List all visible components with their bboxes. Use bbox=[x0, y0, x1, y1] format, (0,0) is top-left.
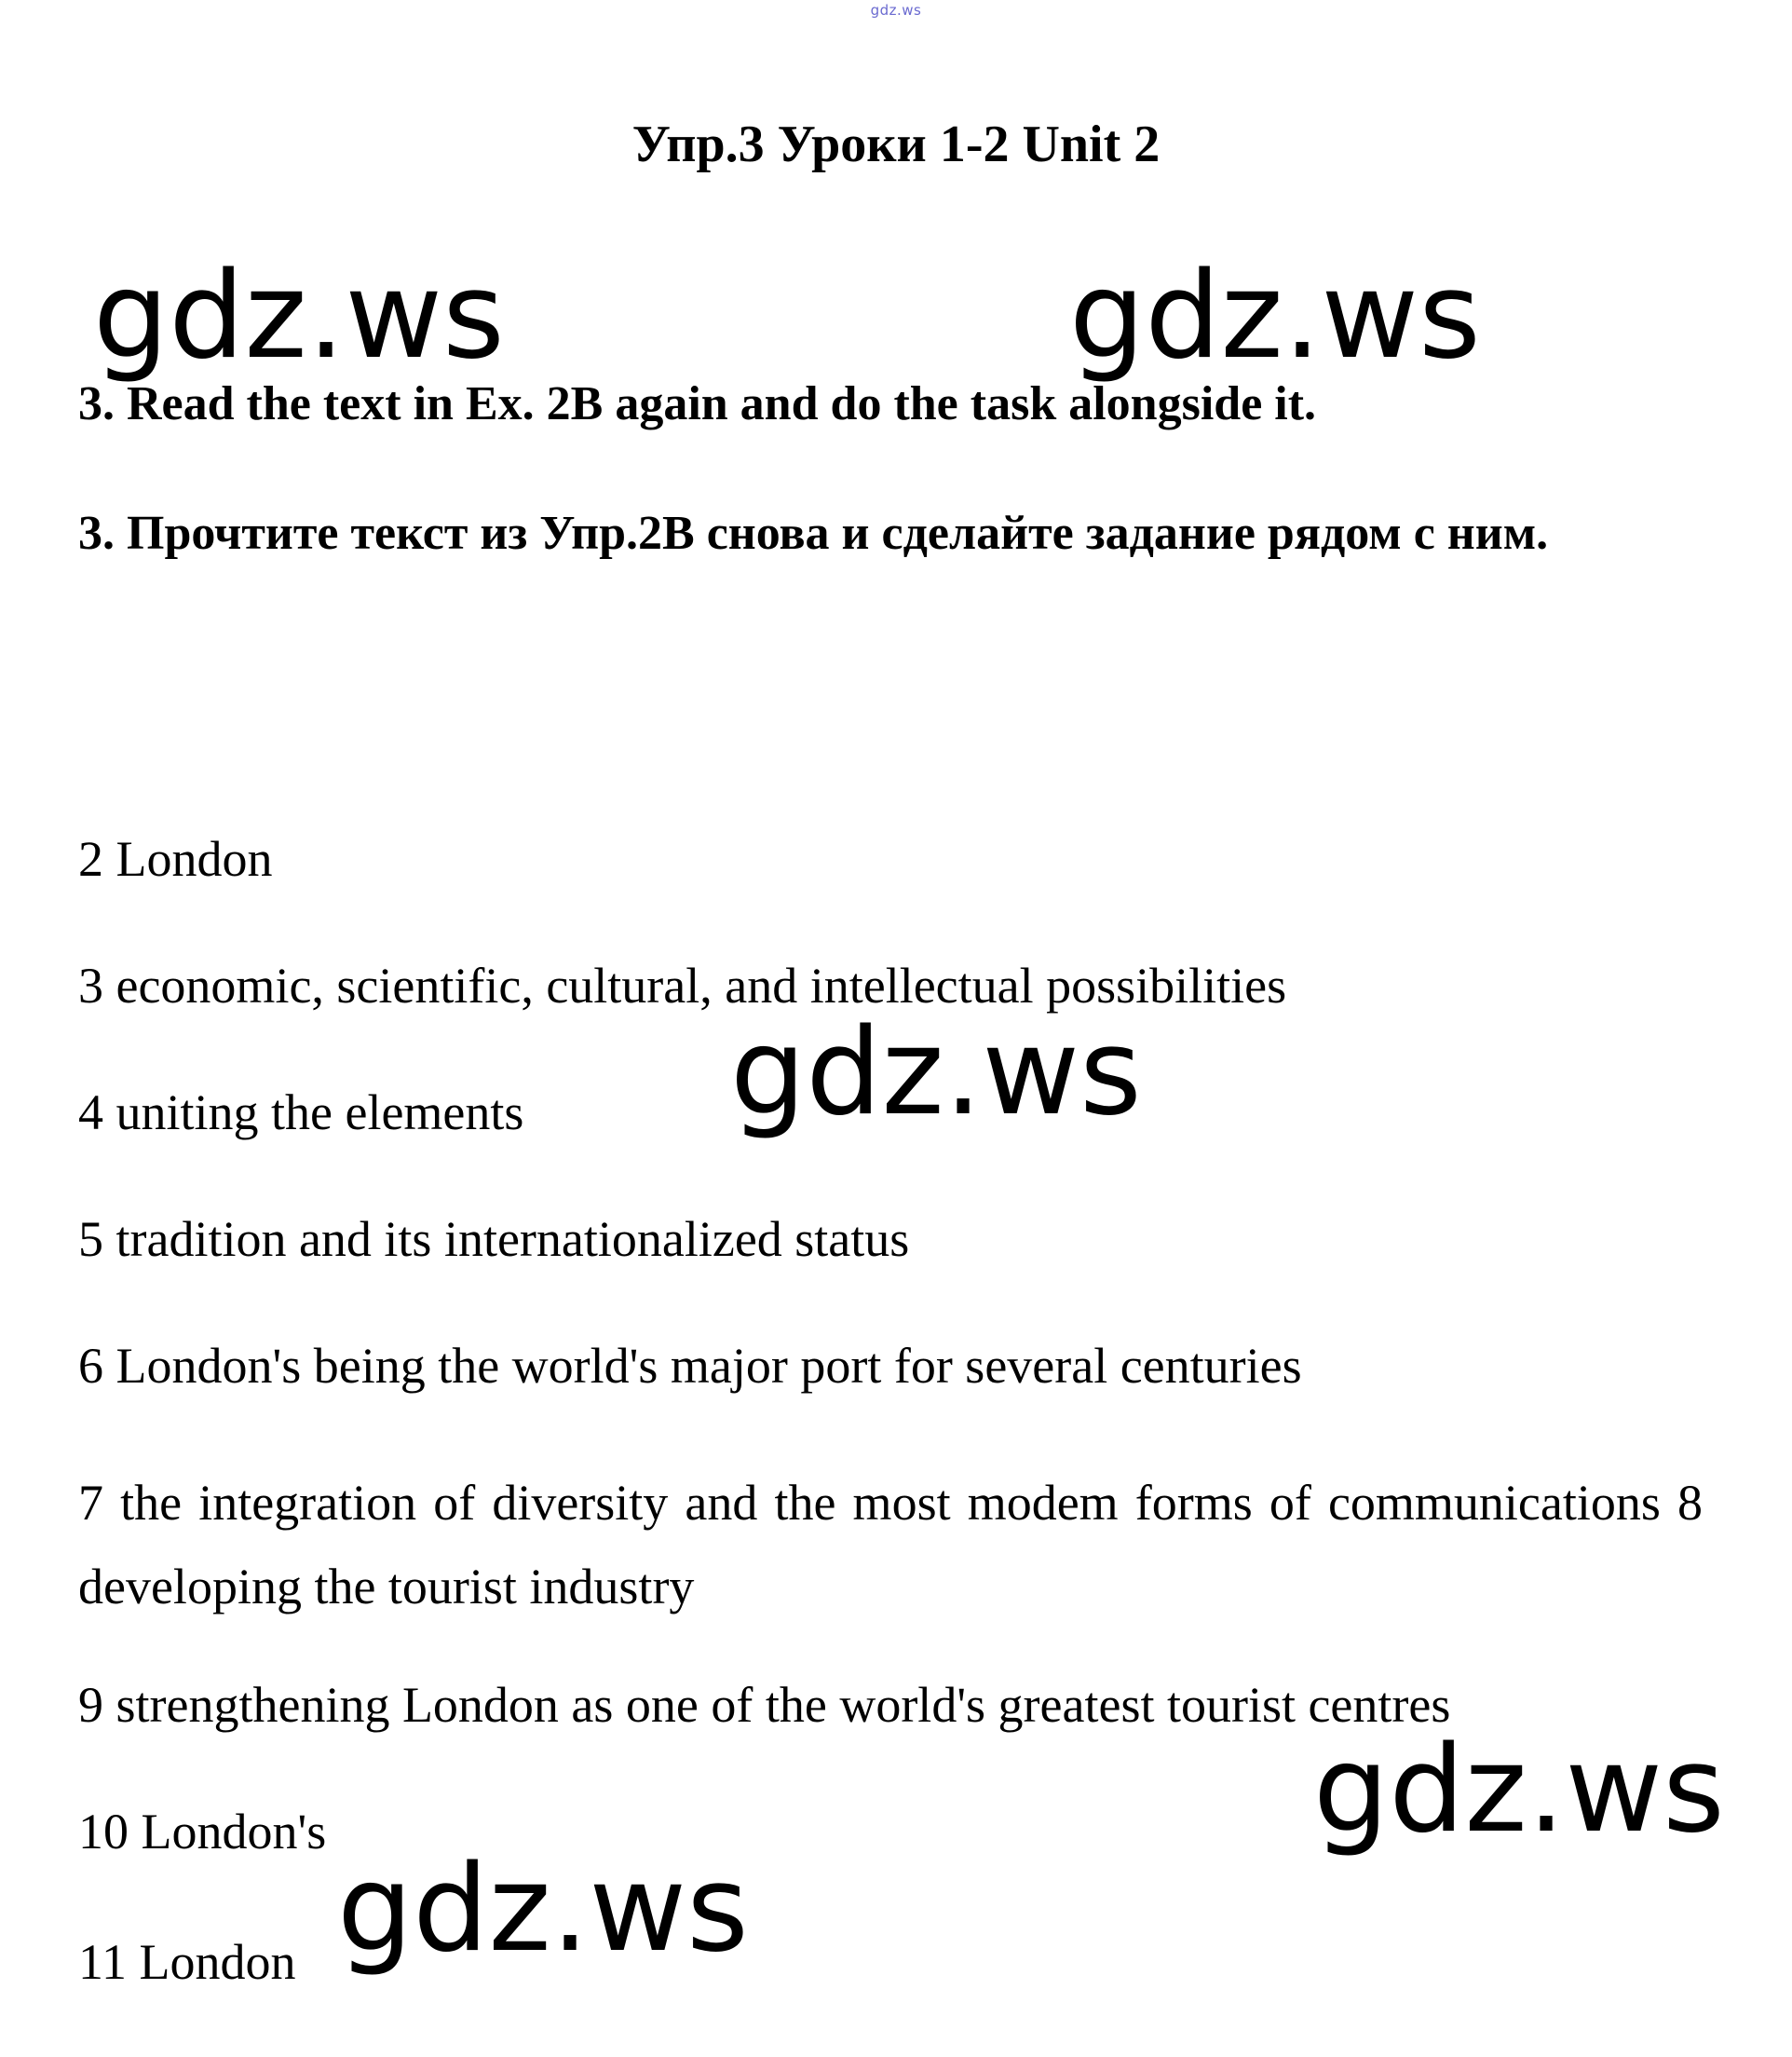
task-english: 3. Read the text in Ex. 2B again and do the task alongside it. bbox=[78, 377, 1317, 430]
site-mark: gdz.ws bbox=[870, 2, 922, 19]
answer-item: 3 economic, scientific, cultural, and intellectual possibilities bbox=[78, 958, 1287, 1014]
answer-item: 2 London bbox=[78, 831, 273, 887]
answer-item: 9 strengthening London as one of the world's greatest tourist centres bbox=[78, 1677, 1451, 1733]
answer-item: 6 London's being the world's major port for several centuries bbox=[78, 1338, 1302, 1394]
task-russian: 3. Прочтите текст из Упр.2B снова и сделайте задание рядом с ним. bbox=[78, 507, 1549, 560]
answer-item: 7 the integration of diversity and the most modem forms of communications 8 developing the tourist industry bbox=[78, 1475, 1703, 1614]
page-title: Упр.3 Уроки 1-2 Unit 2 bbox=[631, 116, 1161, 173]
answer-item: 5 tradition and its internationalized status bbox=[78, 1211, 910, 1267]
watermark: gdz.ws bbox=[730, 1003, 1142, 1142]
watermark: gdz.ws bbox=[1069, 247, 1481, 386]
watermark: gdz.ws bbox=[93, 247, 505, 386]
answer-item: 4 uniting the elements bbox=[78, 1084, 524, 1140]
answer-item: 11 London bbox=[78, 1934, 296, 1990]
watermark: gdz.ws bbox=[1313, 1721, 1725, 1859]
answer-item: 10 London's bbox=[78, 1804, 327, 1859]
watermark: gdz.ws bbox=[337, 1840, 749, 1979]
